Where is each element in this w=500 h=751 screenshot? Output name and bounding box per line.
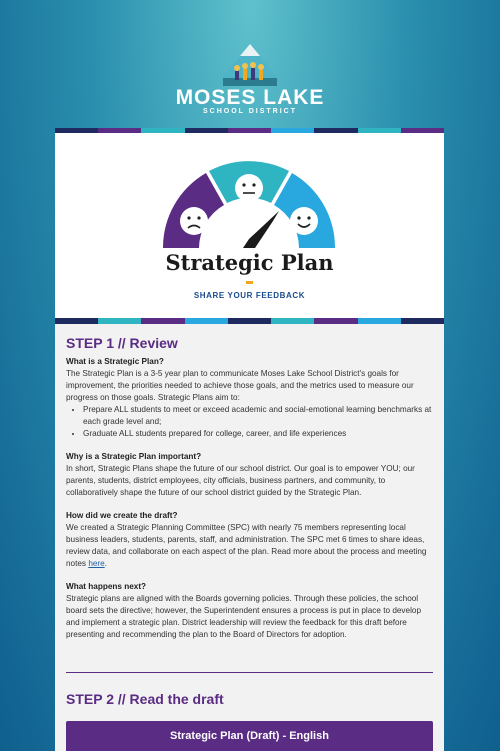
list-item: • Prepare ALL students to meet or exceed academic and social-emotional learning benchmarks at each grade level and; xyxy=(83,404,433,428)
content-section xyxy=(55,324,444,751)
question-what: What is a Strategic Plan? xyxy=(66,357,164,366)
logo-title: MOSES LAKE xyxy=(175,86,325,109)
accent-dash xyxy=(246,281,253,284)
answer-next: Strategic plans are aligned with the Boards governing policies. Through these policies, the school board sets the directive; however, the Superintendent ensures a process is put in place to develop and implement a strategic plan. District leadership will review the feedback for this draft before presenting and recommending the plan to the Board of Directors for adoption. xyxy=(66,594,422,639)
answer-how-text: We created a Strategic Planning Committee (SPC) with nearly 75 members representing local business leaders, students, parents, staff, and administration. The SPC met 6 times to share ideas, review data, and collaborate on each aspect of the plan. Read more about the process and meeting notes xyxy=(66,523,427,568)
logo-subtitle: SCHOOL DISTRICT xyxy=(202,108,298,115)
mountain-logo-icon xyxy=(219,44,281,90)
answer-how: We created a Strategic Planning Committee (SPC) with nearly 75 members representing local business leaders, students, parents, staff, and administration. The SPC met 6 times to share ideas, review data, and collaborate on each aspect of the plan. Read more about the process and meeting notes here. xyxy=(66,523,427,568)
feedback-gauge-icon xyxy=(163,153,335,248)
section-divider xyxy=(66,672,433,673)
strategic-plan-draft-english-button[interactable]: Strategic Plan (Draft) - English xyxy=(66,721,433,751)
district-logo xyxy=(0,40,500,120)
list-item: • Graduate ALL students prepared for college, career, and life experiences xyxy=(83,428,433,440)
meeting-notes-link[interactable]: here xyxy=(88,559,105,568)
step1-heading: STEP 1 // Review xyxy=(66,335,178,351)
email-card xyxy=(55,128,444,751)
strategic-plan-hero xyxy=(55,133,444,319)
answer-what: The Strategic Plan is a 3-5 year plan to communicate Moses Lake School District's goals for improvement, the priorities needed to achieve those goals, and the metrics used to measure our progress on those goals. Strategic Plans aim to: xyxy=(66,369,414,402)
question-next: What happens next? xyxy=(66,582,147,591)
share-feedback-label: SHARE YOUR FEEDBACK xyxy=(193,291,306,300)
question-why: Why is a Strategic Plan important? xyxy=(66,452,202,461)
hero-title: Strategic Plan xyxy=(165,250,334,275)
answer-why: In short, Strategic Plans shape the future of our school district. Our goal is to empower YOU; our parents, students, district employees, city officials, business partners, and community, to collaboratively shape the future of our school district guided by the Strategic Plan. xyxy=(66,464,415,497)
question-how: How did we create the draft? xyxy=(66,511,178,520)
aims-list xyxy=(66,404,433,440)
step2-heading: STEP 2 // Read the draft xyxy=(66,691,224,707)
